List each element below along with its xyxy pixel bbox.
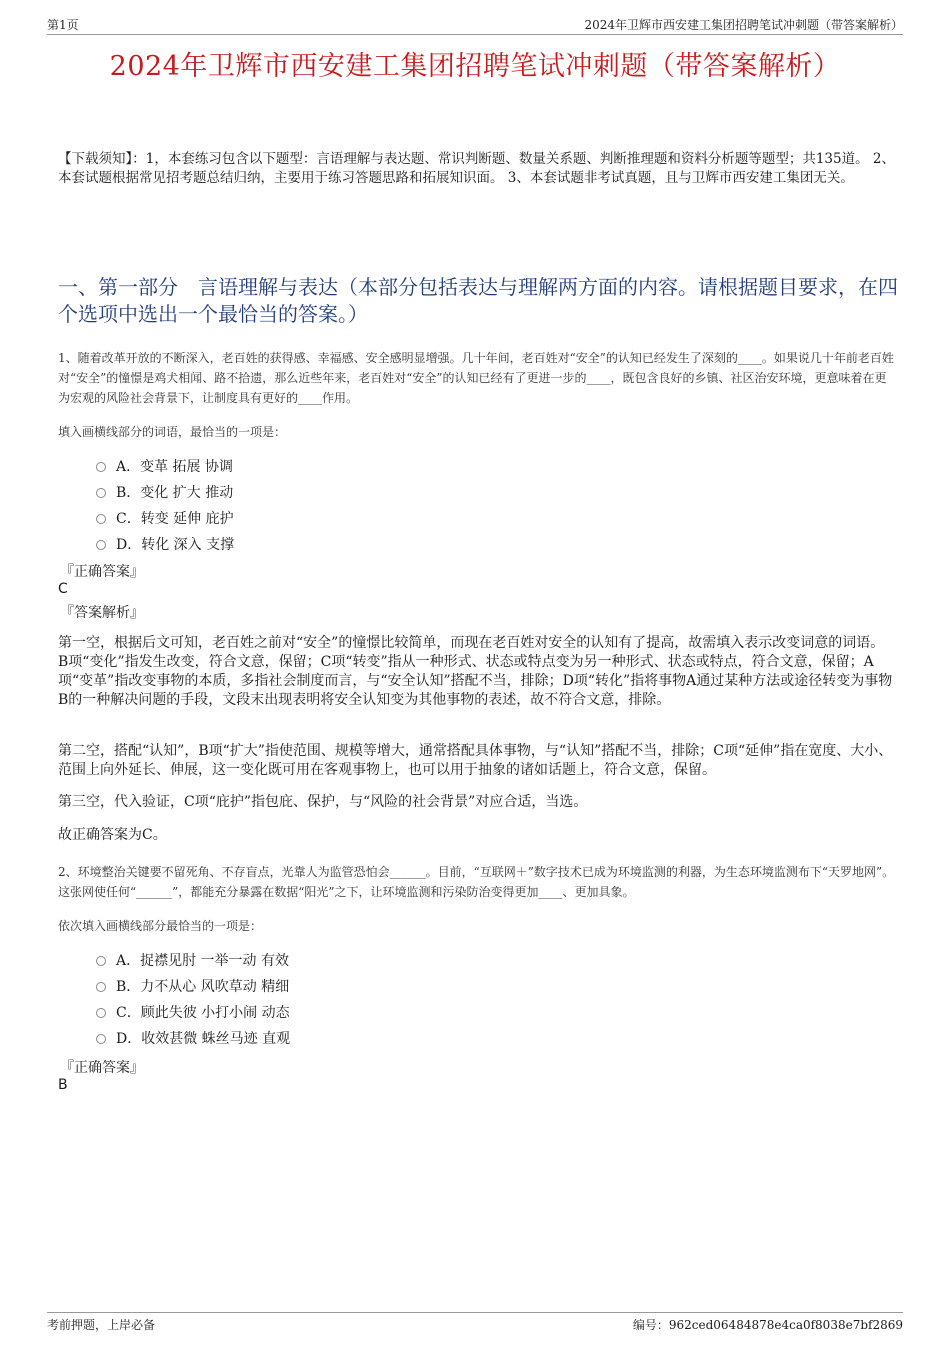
section-title: 一、第一部分 言语理解与表达（本部分包括表达与理解两方面的内容。请根据题目要求，在四个选项中选出一个最恰当的答案。） (58, 275, 898, 326)
page-header (47, 14, 903, 35)
header-doc-title: 2024年卫辉市西安建工集团招聘笔试冲刺题（带答案解析） (584, 18, 903, 32)
footer-slogan: 考前押题，上岸必备 (47, 1318, 156, 1332)
question-2-options (96, 947, 290, 1051)
option-a[interactable]: A．捉襟见肘 一举一动 有效 (96, 947, 290, 973)
radio-icon[interactable] (96, 462, 106, 472)
question-2-prompt: 依次填入画横线部分最恰当的一项是： (58, 919, 263, 933)
option-b[interactable]: B．变化 扩大 推动 (96, 479, 234, 505)
radio-icon[interactable] (96, 982, 106, 992)
question-1-options (96, 453, 234, 557)
footer-serial: 编号：962ced06484878e4ca0f8038e7bf2869 (632, 1318, 903, 1332)
analysis-paragraph: 故正确答案为C。 (58, 827, 167, 843)
radio-icon[interactable] (96, 1008, 106, 1018)
download-notice: 【下载须知】：1，本套练习包含以下题型：言语理解与表达题、常识判断题、数量关系题、判断推理题和资料分析题等题型；共135道。 2、本套试题根据常见招考题总结归纳，主要用于练习答题思路和拓展知识面。 3、本套试题非考试真题，且与卫辉市西安建工集团无关。 (58, 151, 895, 186)
radio-icon[interactable] (96, 514, 106, 524)
radio-icon[interactable] (96, 956, 106, 966)
option-c[interactable]: C．顾此失彼 小打小闹 动态 (96, 999, 290, 1025)
question-1-stem: 1、随着改革开放的不断深入，老百姓的获得感、幸福感、安全感明显增强。几十年间，老百姓对“安全”的认知已经发生了深刻的____。如果说几十年前老百姓对“安全”的憧憬是鸡犬相闻、路不拾遗，那么近些年来，老百姓对“安全”的认知已经有了更进一步的____，既包含良好的乡镇、社区治安环境，更意味着在更为宏观的风险社会背景下，让制度具有更好的____作用。 (58, 351, 894, 405)
analysis-paragraph: 第二空，搭配“认知”，B项“扩大”指使范围、规模等增大，通常搭配具体事物，与“认知”搭配不当，排除；C项“延伸”指在宽度、大小、范围上向外延长、伸展，这一变化既可用在客观事物上，也可以用于抽象的诸如话题上，符合文意，保留。 (58, 743, 893, 778)
option-a[interactable]: A．变革 拓展 协调 (96, 453, 234, 479)
document-title: 2024年卫辉市西安建工集团招聘笔试冲刺题（带答案解析） (109, 51, 841, 82)
answer-value: C (58, 581, 68, 597)
analysis-paragraph: 第一空，根据后文可知，老百姓之前对“安全”的憧憬比较简单，而现在老百姓对安全的认知有了提高，故需填入表示改变词意的词语。B项“变化”指发生改变，符合文意，保留；C项“转变”指从一种形式、状态或特点变为另一种形式、状态或特点，符合文意，保留；A项“变革”指改变事物的本质，多指社会制度而言，与“安全认知”搭配不当，排除；D项“转化”指将事物A通过某种方法或途径转变为事物B的一种解决问题的手段，文段末出现表明将安全认知变为其他事物的表述，故不符合文意，排除。 (58, 635, 893, 708)
option-d[interactable]: D．收效甚微 蛛丝马迹 直观 (96, 1025, 290, 1051)
option-c[interactable]: C．转变 延伸 庇护 (96, 505, 234, 531)
radio-icon[interactable] (96, 540, 106, 550)
question-1-prompt: 填入画横线部分的词语，最恰当的一项是： (58, 425, 287, 439)
analysis-label: 『答案解析』 (60, 605, 144, 621)
answer-label: 『正确答案』 (60, 564, 144, 580)
option-d[interactable]: D．转化 深入 支撑 (96, 531, 234, 557)
answer-label: 『正确答案』 (60, 1060, 144, 1076)
question-2-stem: 2、环境整治关键要不留死角、不存盲点，光靠人为监管恐怕会______。目前，“互联网＋”数字技术已成为环境监测的利器，为生态环境监测布下“天罗地网”。这张网使任何“______”，都能充分暴露在数据“阳光”之下，让环境监测和污染防治变得更加____、更加具象。 (58, 865, 895, 899)
analysis-paragraph: 第三空，代入验证，C项“庇护”指包庇、保护，与“风险的社会背景”对应合适，当选。 (58, 794, 588, 810)
page-number: 第1页 (47, 18, 79, 32)
answer-value: B (58, 1077, 68, 1093)
radio-icon[interactable] (96, 1034, 106, 1044)
radio-icon[interactable] (96, 488, 106, 498)
page-footer (47, 1312, 903, 1336)
option-b[interactable]: B．力不从心 风吹草动 精细 (96, 973, 290, 999)
